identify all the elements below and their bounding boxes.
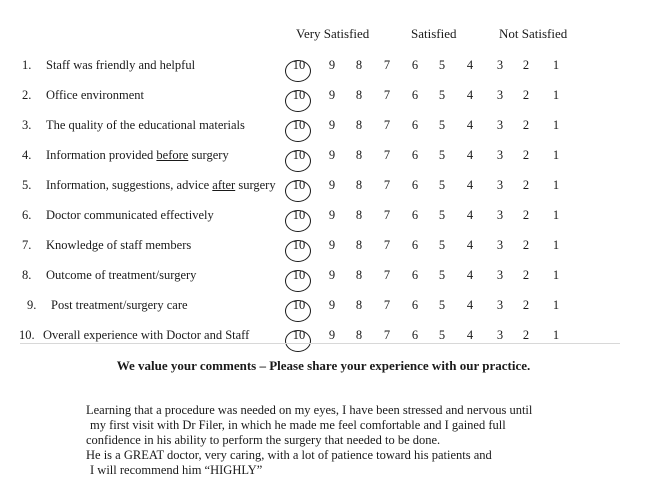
selected-circle-mark [285,120,311,142]
rating-value: 6 [411,178,419,192]
rating-option[interactable] [349,298,369,313]
question-text-underlined: after [212,178,236,192]
rating-value: 4 [466,88,474,102]
rating-value: 8 [355,58,363,72]
rating-option[interactable] [490,238,510,253]
rating-value: 6 [411,298,419,312]
comment-line: Learning that a procedure was needed on my eyes, I have been stressed and nervous until [86,403,533,417]
rating-value: 8 [355,88,363,102]
rating-value: 5 [438,298,446,312]
rating-option[interactable] [490,148,510,163]
rating-value: 3 [496,208,504,222]
rating-value: 10 [292,208,306,222]
rating-value: 2 [522,328,530,342]
rating-value: 9 [328,118,336,132]
question-text: Information, suggestions, advice [46,178,213,192]
rating-option[interactable] [516,88,536,103]
rating-value: 7 [383,148,391,162]
rating-value: 5 [438,118,446,132]
rating-value: 9 [328,178,336,192]
rating-value: 3 [496,88,504,102]
survey-question [22,118,245,133]
rating-option[interactable] [349,148,369,163]
rating-value: 2 [522,148,530,162]
survey-question [22,148,229,163]
rating-option[interactable] [546,208,566,223]
rating-option[interactable] [322,148,342,163]
rating-option[interactable] [490,178,510,193]
rating-option[interactable] [546,88,566,103]
rating-option[interactable] [405,88,425,103]
rating-option[interactable] [289,238,309,253]
rating-value: 3 [496,148,504,162]
selected-circle-mark [285,150,311,172]
question-text: surgery [235,178,276,192]
survey-question [22,238,191,253]
rating-option[interactable] [289,298,309,313]
rating-value: 8 [355,298,363,312]
rating-value: 9 [328,88,336,102]
question-text: surgery [188,148,229,162]
rating-value: 2 [522,208,530,222]
selected-circle-mark [285,330,311,352]
rating-option[interactable] [516,298,536,313]
rating-option[interactable] [432,148,452,163]
rating-value: 3 [496,298,504,312]
rating-value: 7 [383,88,391,102]
rating-option[interactable] [490,118,510,133]
question-text: Knowledge of staff members [46,238,192,252]
rating-value: 10 [292,88,306,102]
rating-value: 6 [411,148,419,162]
rating-value: 4 [466,118,474,132]
rating-option[interactable] [405,148,425,163]
comment-line: confidence in his ability to perform the surgery that needed to be done. [86,433,441,447]
survey-question [19,328,249,343]
rating-value: 5 [438,88,446,102]
rating-option[interactable] [289,178,309,193]
rating-value: 10 [292,148,306,162]
rating-value: 8 [355,328,363,342]
rating-value: 5 [438,328,446,342]
rating-option[interactable] [349,178,369,193]
rating-value: 7 [383,118,391,132]
divider [20,343,620,344]
rating-option[interactable] [377,88,397,103]
rating-value: 3 [496,328,504,342]
rating-value: 10 [292,268,306,282]
rating-option[interactable] [322,208,342,223]
rating-value: 1 [552,328,560,342]
rating-option[interactable] [546,238,566,253]
question-text-underlined: before [156,148,189,162]
rating-value: 6 [411,118,419,132]
rating-value: 4 [466,328,474,342]
selected-circle-mark [285,90,311,112]
rating-value: 5 [438,238,446,252]
rating-option[interactable] [405,208,425,223]
rating-value: 1 [552,148,560,162]
rating-option[interactable] [432,298,452,313]
survey-row [0,201,647,231]
comment-line: He is a GREAT doctor, very caring, with a lot of patience toward his patients and [86,448,492,462]
rating-option[interactable] [432,328,452,343]
rating-value: 2 [522,268,530,282]
rating-value: 5 [438,268,446,282]
rating-value: 4 [466,208,474,222]
rating-value: 1 [552,118,560,132]
rating-option[interactable] [490,88,510,103]
survey-row [0,51,647,81]
rating-value: 9 [328,238,336,252]
rating-value: 6 [411,208,419,222]
selected-circle-mark [285,60,311,82]
rating-value: 7 [383,178,391,192]
rating-option[interactable] [460,148,480,163]
survey-question [27,298,188,313]
question-number: 3. [22,118,32,132]
rating-option[interactable] [516,238,536,253]
rating-value: 1 [552,58,560,72]
rating-option[interactable] [490,208,510,223]
rating-value: 6 [411,268,419,282]
rating-option[interactable] [546,118,566,133]
rating-option[interactable] [322,268,342,283]
rating-option[interactable] [432,178,452,193]
rating-option[interactable] [490,328,510,343]
survey-row [0,171,647,201]
question-text: Outcome of treatment/surgery [46,268,197,282]
question-text: Overall experience with Doctor and Staff [43,328,250,342]
rating-option[interactable] [349,238,369,253]
rating-option[interactable] [377,238,397,253]
rating-value: 8 [355,178,363,192]
survey-row [0,111,647,141]
rating-option[interactable] [349,58,369,73]
rating-option[interactable] [490,298,510,313]
survey-question [22,268,196,283]
rating-option[interactable] [460,118,480,133]
rating-value: 2 [522,88,530,102]
rating-option[interactable] [349,208,369,223]
rating-value: 10 [292,328,306,342]
rating-option[interactable] [546,268,566,283]
rating-option[interactable] [405,58,425,73]
rating-option[interactable] [322,118,342,133]
rating-option[interactable] [377,208,397,223]
rating-value: 3 [496,238,504,252]
rating-value: 4 [466,268,474,282]
comment-line: my first visit with Dr Filer, in which he made me feel comfortable and I gained full [90,418,506,432]
rating-option[interactable] [460,298,480,313]
rating-value: 10 [292,238,306,252]
question-number: 1. [22,58,32,72]
rating-value: 6 [411,88,419,102]
rating-value: 1 [552,268,560,282]
rating-value: 8 [355,208,363,222]
rating-option[interactable] [349,88,369,103]
rating-value: 3 [496,178,504,192]
survey-question [22,88,144,103]
selected-circle-mark [285,180,311,202]
question-text: Information provided [46,148,157,162]
rating-value: 4 [466,298,474,312]
rating-option[interactable] [516,148,536,163]
rating-option[interactable] [349,268,369,283]
rating-option[interactable] [289,148,309,163]
rating-option[interactable] [377,58,397,73]
rating-option[interactable] [516,268,536,283]
rating-value: 5 [438,208,446,222]
rating-value: 9 [328,268,336,282]
question-text: The quality of the educational materials [46,118,245,132]
rating-value: 7 [383,58,391,72]
rating-option[interactable] [432,118,452,133]
rating-option[interactable] [377,268,397,283]
question-number: 2. [22,88,32,102]
rating-value: 6 [411,328,419,342]
rating-value: 7 [383,268,391,282]
rating-value: 10 [292,298,306,312]
rating-option[interactable] [460,268,480,283]
rating-option[interactable] [405,328,425,343]
rating-value: 3 [496,58,504,72]
rating-option[interactable] [432,58,452,73]
survey-row [0,261,647,291]
rating-option[interactable] [322,88,342,103]
rating-option[interactable] [289,118,309,133]
rating-value: 1 [552,298,560,312]
rating-value: 4 [466,58,474,72]
rating-option[interactable] [516,328,536,343]
rating-option[interactable] [432,268,452,283]
rating-value: 2 [522,118,530,132]
rating-value: 1 [552,178,560,192]
rating-option[interactable] [432,238,452,253]
survey-question [22,58,195,73]
rating-option[interactable] [322,178,342,193]
rating-value: 10 [292,118,306,132]
rating-option[interactable] [405,118,425,133]
rating-value: 3 [496,268,504,282]
rating-option[interactable] [460,208,480,223]
rating-option[interactable] [377,328,397,343]
rating-value: 1 [552,208,560,222]
rating-option[interactable] [490,58,510,73]
rating-value: 2 [522,58,530,72]
rating-option[interactable] [377,298,397,313]
rating-value: 7 [383,328,391,342]
rating-option[interactable] [432,88,452,103]
rating-value: 9 [328,298,336,312]
question-text: Doctor communicated effectively [46,208,214,222]
rating-option[interactable] [432,208,452,223]
rating-option[interactable] [460,328,480,343]
rating-value: 10 [292,58,306,72]
rating-value: 1 [552,88,560,102]
rating-value: 8 [355,268,363,282]
rating-value: 8 [355,118,363,132]
rating-option[interactable] [546,298,566,313]
rating-value: 8 [355,238,363,252]
rating-value: 6 [411,58,419,72]
rating-value: 9 [328,58,336,72]
rating-value: 9 [328,148,336,162]
rating-option[interactable] [289,58,309,73]
rating-option[interactable] [460,88,480,103]
rating-option[interactable] [289,88,309,103]
rating-option[interactable] [349,328,369,343]
rating-option[interactable] [289,328,309,343]
selected-circle-mark [285,300,311,322]
question-text: Office environment [46,88,144,102]
rating-option[interactable] [405,178,425,193]
rating-value: 4 [466,238,474,252]
rating-option[interactable] [289,208,309,223]
rating-option[interactable] [490,268,510,283]
selected-circle-mark [285,270,311,292]
selected-circle-mark [285,240,311,262]
rating-option[interactable] [516,118,536,133]
rating-value: 1 [552,238,560,252]
selected-circle-mark [285,210,311,232]
rating-option[interactable] [289,268,309,283]
rating-option[interactable] [377,178,397,193]
rating-option[interactable] [516,208,536,223]
rating-value: 5 [438,178,446,192]
question-number: 4. [22,148,32,162]
question-number: 5. [22,178,32,192]
comment-line: I will recommend him “HIGHLY” [90,463,263,477]
question-number: 6. [22,208,32,222]
rating-option[interactable] [460,58,480,73]
rating-value: 5 [438,58,446,72]
rating-value: 7 [383,298,391,312]
rating-value: 9 [328,328,336,342]
rating-option[interactable] [405,268,425,283]
rating-value: 4 [466,148,474,162]
rating-value: 2 [522,298,530,312]
rating-value: 3 [496,118,504,132]
header-satisfied: Satisfied [411,26,457,41]
rating-value: 10 [292,178,306,192]
question-text: Post treatment/surgery care [51,298,188,312]
rating-value: 5 [438,148,446,162]
rating-value: 7 [383,238,391,252]
question-number: 10. [19,328,35,342]
rating-option[interactable] [405,238,425,253]
question-number: 8. [22,268,32,282]
rating-option[interactable] [460,178,480,193]
rating-option[interactable] [377,118,397,133]
rating-option[interactable] [516,58,536,73]
rating-option[interactable] [546,328,566,343]
rating-value: 4 [466,178,474,192]
survey-row [0,141,647,171]
rating-option[interactable] [546,178,566,193]
rating-value: 6 [411,238,419,252]
comments-title: We value your comments – Please share your experience with our practice. [116,358,531,373]
survey-row [0,231,647,261]
rating-option[interactable] [322,328,342,343]
rating-option[interactable] [516,178,536,193]
question-number: 9. [27,298,37,312]
comment-text [86,403,606,478]
survey-row [0,291,647,321]
header-not-satisfied: Not Satisfied [499,26,568,41]
survey-question [22,208,214,223]
question-text: Staff was friendly and helpful [46,58,196,72]
survey-question [22,178,276,193]
question-number: 7. [22,238,32,252]
survey-row [0,81,647,111]
rating-option[interactable] [322,58,342,73]
rating-option[interactable] [349,118,369,133]
rating-value: 2 [522,178,530,192]
rating-option[interactable] [546,58,566,73]
rating-option[interactable] [322,238,342,253]
rating-option[interactable] [546,148,566,163]
rating-option[interactable] [322,298,342,313]
rating-option[interactable] [460,238,480,253]
rating-value: 2 [522,238,530,252]
rating-option[interactable] [405,298,425,313]
rating-option[interactable] [377,148,397,163]
rating-value: 7 [383,208,391,222]
rating-value: 9 [328,208,336,222]
survey-row [0,321,647,351]
rating-value: 8 [355,148,363,162]
header-very-satisfied: Very Satisfied [296,26,370,41]
